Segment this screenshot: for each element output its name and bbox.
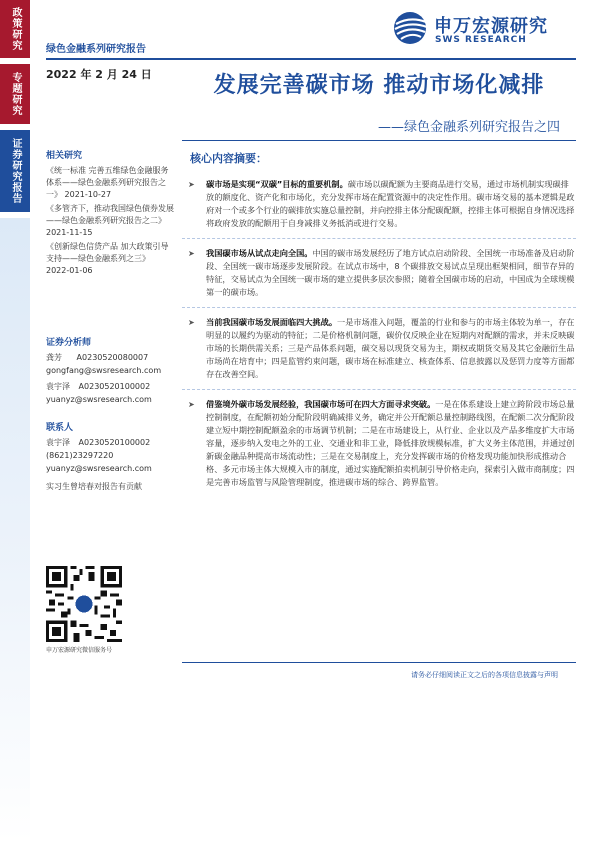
logo-chinese-name: 申万宏源研究 [434,16,548,37]
summary-list [182,170,576,497]
side-tab-topic: 专题研究 [0,64,30,124]
arrow-bullet-icon: ➤ [188,249,195,258]
contact-section [46,422,174,493]
analyst-cert: A0230520080007 [76,353,149,362]
footer-divider [182,662,576,663]
contact-heading: 联系人 [46,423,74,433]
summary-item [182,239,576,308]
summary-item-lead: 我国碳市场从试点走向全国。 [206,248,313,258]
summary-item-lead: 当前我国碳市场发展面临四大挑战。 [206,317,338,327]
analyst-cert: A0230520100002 [78,382,151,391]
wechat-qr-code [46,566,122,642]
analyst-name: 龚芳 [46,353,62,362]
arrow-bullet-icon: ➤ [188,400,195,409]
analysts-section [46,337,174,406]
arrow-bullet-icon: ➤ [188,318,195,327]
analyst-entry [46,352,174,364]
qr-caption: 申万宏源研究微信服务号 [46,647,113,654]
side-strip [0,0,30,842]
contact-email[interactable]: yuanyz@swsresearch.com [46,464,152,473]
side-tab-securities: 证券研究报告 [0,130,30,212]
series-label: 绿色金融系列研究报告 [46,44,146,55]
related-research [46,150,174,277]
report-subtitle: ——绿色金融系列研究报告之四 [377,120,560,135]
contact-entry [46,437,174,449]
globe-logo-icon [392,10,430,46]
analyst-entry [46,381,174,393]
summary-item [182,390,576,497]
related-item[interactable]: 《统一标准 完善五维绿色金融服务体系——绿色金融系列研究报告之一》 2021-10-27 [46,166,169,199]
summary-item-body: 一是在体系建设上建立跨阶段市场总量控制制度，在配额初始分配阶段明确减排义务，确定并公开配额总量控制路线图，在配额二次分配阶段建立短中期控制配额盈余的市场调节机制；二是在市场建设上，从行业、企业以及产品多维度扩大市场容量，逐步纳入发电之外的工业、交通业和非工业，降低排放规模标准，扩大义务主体范围，并通过创新碳金融品种提高市场流动性；三是在交易制度上，充分发挥碳市场的价格发现功能加快形成推动合格、多元市场主体大规模入市的制度，通过实施配额拍卖机制引导价格走向，探索引入做市商制度；四是完善市场监管与风险管理制度，推进碳市场的综合、跨界监管。 [206,399,575,487]
analyst-name: 袁宇泽 [46,382,70,391]
title-divider [182,140,576,141]
summary-heading: 核心内容摘要： [190,152,267,165]
contact-name: 袁宇泽 [46,438,70,447]
summary-item-body: 碳市场以碳配额为主要商品进行交易，通过市场机制实现碳排放的额度化、资产化和市场化，充分发挥市场在配置资源中的决定性作用。碳市场交易的基本逻辑是政府对一个或多个行业的碳排放实施总量控制，并向控排主体分配碳配额，控排主体可根据自身情况选择将政府发放的配额用于自身减排义务抵消或进行交易。 [206,179,575,228]
company-logo [392,10,562,46]
contact-phone: (8621)23297220 [46,451,114,460]
report-title: 发展完善碳市场 推动市场化减排 [213,73,545,98]
contact-cert: A0230520100002 [78,438,151,447]
left-column [46,150,174,494]
summary-item-lead: 碳市场是实现“双碳”目标的重要机制。 [206,179,348,189]
related-item[interactable]: 《创新绿色信贷产品 加大政策引导支持——绿色金融系列之三》 2022-01-06 [46,242,169,275]
side-gradient [0,218,30,842]
arrow-bullet-icon: ➤ [188,180,195,189]
analyst-email[interactable]: yuanyz@swsresearch.com [46,395,152,404]
related-item[interactable]: 《多管齐下，推动我国绿色债券发展——绿色金融系列研究报告之二》 2021-11-15 [46,204,174,237]
summary-item [182,308,576,390]
analysts-heading: 证券分析师 [46,338,92,348]
report-date: 2022 年 2 月 24 日 [46,68,152,81]
summary-item-body: 一是市场准入问题，覆盖的行业和参与的市场主体较为单一，存在明显的以履约为驱动的特征；二是价格机制问题，碳价仅反映企业在短期内对配额的需求，并未反映碳市场的长期供需关系；三是产品体系问题，碳交易以现货交易为主，期权或期货交易及其它金融衍生品市场尚在培育中；四是监管约束问题，碳市场在标准建立、核查体系、信息披露以及惩罚力度等方面都存在改善空间。 [206,317,575,379]
intern-note: 实习生曾培春对报告有贡献 [46,482,142,491]
summary-item-lead: 借鉴境外碳市场发展经验，我国碳市场可在四大方面寻求突破。 [206,399,436,409]
logo-english-name: SWS RESEARCH [435,35,527,45]
analyst-email[interactable]: gongfang@swsresearch.com [46,366,162,375]
disclosure-note[interactable]: 请务必仔细阅读正文之后的各项信息披露与声明 [411,671,558,679]
header-divider [46,58,576,60]
side-tab-policy: 政策研究 [0,0,30,58]
summary-item [182,170,576,239]
related-heading: 相关研究 [46,151,83,161]
summary-item-body: 中国的碳市场发展经历了地方试点启动阶段、全国统一市场准备及启动阶段、全国统一碳市场逐步发展阶段。在试点市场中，8 个碳排放交易试点呈现出框架相同，细节存异的特征，交易试点为全国统一碳市场的建立提供多层次参照；随着全国碳市场的启动，中国成为全球规模第一的碳市场。 [206,248,575,297]
